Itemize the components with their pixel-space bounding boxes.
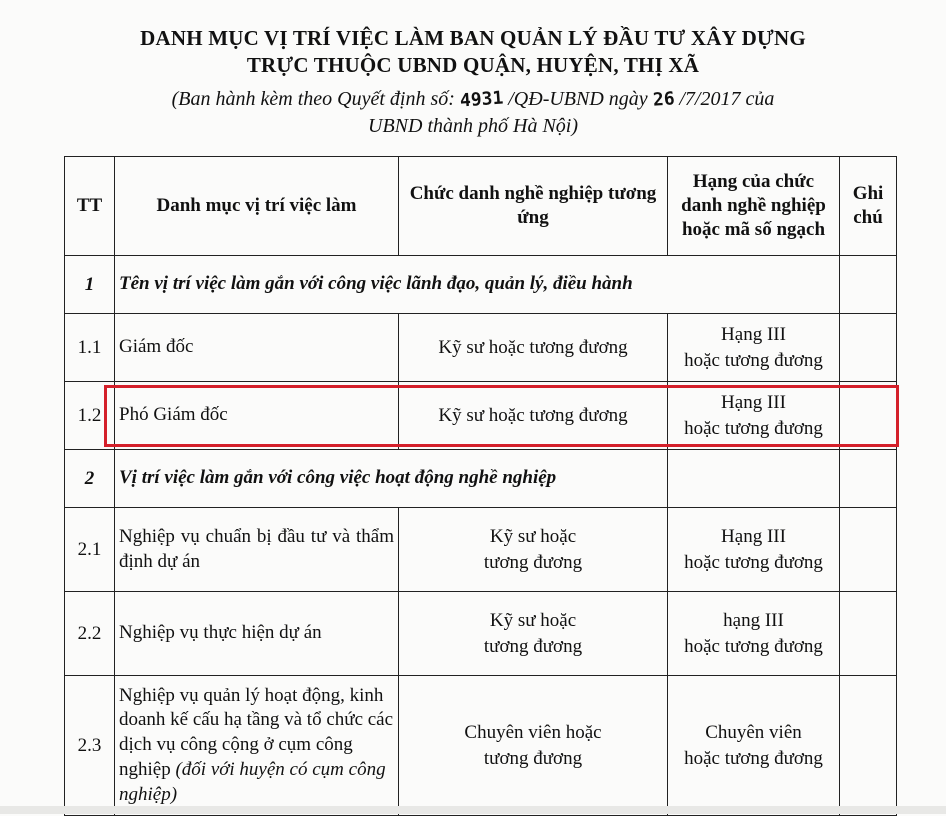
- row-title: [399, 676, 668, 816]
- section-rank-empty: [668, 450, 840, 508]
- title-line2: tương đương: [483, 635, 583, 657]
- rank-line2: hoặc tương đương: [684, 417, 823, 439]
- row-tt: 1.1: [65, 314, 115, 382]
- section-note: [840, 256, 897, 314]
- table-row: [65, 382, 897, 450]
- position-text: Nghiệp vụ quản lý hoạt động, kinh doanh kế cấu hạ tầng và tổ chức các dịch vụ công cộng ở cụm công nghiệp: [119, 684, 394, 780]
- rank-line1: Hạng III: [721, 391, 786, 413]
- section-row-1: [65, 256, 897, 314]
- title-line2: tương đương: [483, 551, 583, 573]
- page-bottom-edge: [0, 806, 946, 814]
- row-tt: 2.1: [65, 508, 115, 592]
- row-rank: [668, 382, 840, 450]
- table-row: [65, 508, 897, 592]
- row-rank: [668, 508, 840, 592]
- header-note: Ghi chú: [840, 157, 897, 256]
- section-label: Tên vị trí việc làm gắn với công việc lãnh đạo, quản lý, điều hành: [115, 256, 840, 314]
- table-header-row: [65, 157, 897, 256]
- title-line1: Kỹ sư hoặc: [489, 525, 577, 547]
- section-number: 1: [65, 256, 115, 314]
- rank-line1: hạng III: [723, 609, 784, 631]
- row-tt: 2.3: [65, 676, 115, 816]
- row-note: [840, 676, 897, 816]
- job-position-table: [64, 156, 897, 816]
- row-position: Nghiệp vụ thực hiện dự án: [115, 592, 399, 676]
- row-note: [840, 314, 897, 382]
- title-line1: Chuyên viên hoặc: [464, 721, 602, 743]
- header-tt: TT: [65, 157, 115, 256]
- rank-line1: Hạng III: [721, 525, 786, 547]
- rank-line1: Hạng III: [721, 323, 786, 345]
- section-label: Vị trí việc làm gắn với công việc hoạt động nghề nghiệp: [115, 450, 668, 508]
- rank-line2: hoặc tương đương: [684, 635, 823, 657]
- row-position: [115, 676, 399, 816]
- decision-day-handwritten: 26: [651, 88, 676, 111]
- title-line1: Kỹ sư hoặc: [489, 609, 577, 631]
- header-position: Danh mục vị trí việc làm: [115, 157, 399, 256]
- row-position: Phó Giám đốc: [115, 382, 399, 450]
- row-rank: [668, 592, 840, 676]
- document-subtitle-line2: UBND thành phố Hà Nội): [368, 115, 578, 137]
- header-title: Chức danh nghề nghiệp tương ứng: [399, 157, 668, 256]
- row-note: [840, 592, 897, 676]
- rank-line2: hoặc tương đương: [684, 551, 823, 573]
- row-rank: [668, 314, 840, 382]
- subtitle-part3: /7/2017 của: [679, 88, 775, 110]
- row-position: Nghiệp vụ chuẩn bị đầu tư và thẩm định dự án: [115, 508, 399, 592]
- subtitle-part2: /QĐ-UBND ngày: [508, 88, 648, 110]
- rank-line1: Chuyên viên: [705, 721, 802, 743]
- row-note: [840, 382, 897, 450]
- table-row: [65, 676, 897, 816]
- subtitle-part1: (Ban hành kèm theo Quyết định số:: [171, 88, 455, 110]
- row-title: [399, 508, 668, 592]
- rank-line2: hoặc tương đương: [684, 747, 823, 769]
- row-tt: 2.2: [65, 592, 115, 676]
- row-position: Giám đốc: [115, 314, 399, 382]
- row-tt: 1.2: [65, 382, 115, 450]
- section-row-2: [65, 450, 897, 508]
- row-note: [840, 508, 897, 592]
- title-line2: tương đương: [483, 747, 583, 769]
- rank-line2: hoặc tương đương: [684, 349, 823, 371]
- table-row: [65, 592, 897, 676]
- section-note: [840, 450, 897, 508]
- row-title: Kỹ sư hoặc tương đương: [399, 382, 668, 450]
- document-title-line1: DANH MỤC VỊ TRÍ VIỆC LÀM BAN QUẢN LÝ ĐẦU TƯ XÂY DỰNG: [140, 26, 806, 50]
- decision-number-handwritten: 4931: [459, 87, 504, 112]
- row-title: Kỹ sư hoặc tương đương: [399, 314, 668, 382]
- header-rank: Hạng của chức danh nghề nghiệp hoặc mã số ngạch: [668, 157, 840, 256]
- document-title-line2: TRỰC THUỘC UBND QUẬN, HUYỆN, THỊ XÃ: [246, 53, 700, 77]
- document-subtitle-line1: [0, 88, 946, 111]
- section-number: 2: [65, 450, 115, 508]
- row-rank: [668, 676, 840, 816]
- row-title: [399, 592, 668, 676]
- position-note: (đối với huyện có cụm công nghiệp): [119, 758, 386, 805]
- table-row: [65, 314, 897, 382]
